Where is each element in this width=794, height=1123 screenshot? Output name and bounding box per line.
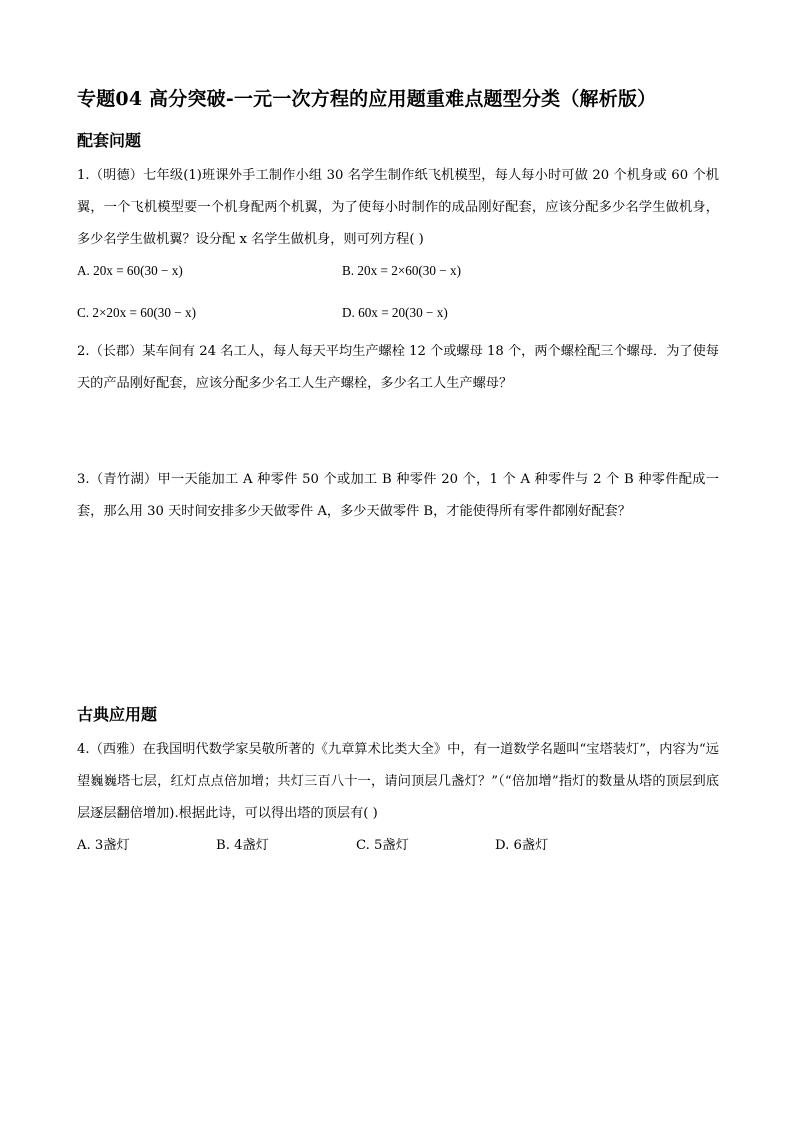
q1-option-c: C. 2×20x = 60(30 − x): [77, 305, 197, 320]
q4-option-d: D. 6盏灯: [495, 838, 549, 853]
q1-option-b: B. 20x = 2×60(30 − x): [342, 263, 462, 278]
q4-option-b: B. 4盏灯: [216, 838, 269, 853]
q4-option-c: C. 5盏灯: [356, 838, 409, 853]
question-3: 3.（青竹湖）甲一天能加工 A 种零件 50 个或加工 B 种零件 20 个，1 个 A 种零件与 2 个 B 种零件配成一套，那么用 30 天时间安排多少天做零件 A，多少天做零件 B，才能使得所有零件都刚好配套？: [77, 472, 719, 519]
section-heading-matching: 配套问题: [77, 131, 142, 150]
question-1: 1.（明德）七年级(1)班课外手工制作小组 30 名学生制作纸飞机模型，每人每小时可做 20 个机身或 60 个机翼，一个飞机模型要一个机身配两个机翼，为了使每小时制作的成品刚好配套，应该分配多少名学生做机身，多少名学生做机翼？设分配 x 名学生做机身，则可列方程( ): [77, 168, 719, 247]
question-2: 2.（长郡）某车间有 24 名工人，每人每天平均生产螺栓 12 个或螺母 18 个，两个螺栓配三个螺母．为了使每天的产品刚好配套，应该分配多少名工人生产螺栓，多少名工人生产螺母？: [77, 344, 719, 391]
q4-option-a: A. 3盏灯: [77, 838, 130, 853]
q1-option-d: D. 60x = 20(30 − x): [342, 305, 448, 320]
question-4: 4.（西雅）在我国明代数学家吴敬所著的《九章算术比类大全》中，有一道数学名题叫“宝塔装灯”，内容为“远望巍巍塔七层，红灯点点倍加增；共灯三百八十一，请问顶层几盏灯？”（“倍加增”指灯的数量从塔的顶层到底层逐层翻倍增加).根据此诗，可以得出塔的顶层有( ): [77, 742, 719, 821]
q1-option-a: A. 20x = 60(30 − x): [77, 263, 183, 278]
document-title: 专题04 高分突破-一元一次方程的应用题重难点题型分类（解析版）: [77, 88, 657, 110]
section-heading-classical: 古典应用题: [77, 705, 158, 724]
